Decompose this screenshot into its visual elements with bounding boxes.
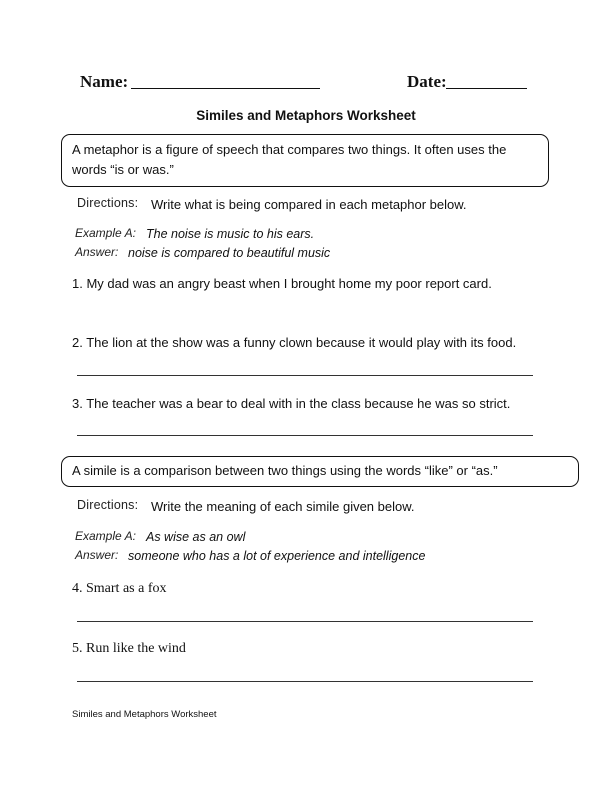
date-label: Date: [407, 72, 447, 91]
question-4: 4. Smart as a fox [72, 581, 167, 596]
simile-definition-text: A simile is a comparison between two things using the words “like” or “as.” [72, 463, 498, 478]
metaphor-definition-text: A metaphor is a figure of speech that compares two things. It often uses the words “is or was.” [72, 142, 507, 177]
simile-directions-text: Write the meaning of each simile given below. [151, 499, 415, 514]
metaphor-definition-box [61, 134, 549, 187]
date-field[interactable] [446, 88, 527, 89]
page-title: Similes and Metaphors Worksheet [196, 108, 416, 123]
metaphor-answer-text: noise is compared to beautiful music [128, 246, 331, 260]
name-label: Name: [80, 72, 129, 91]
name-field[interactable] [131, 88, 320, 89]
question-1: 1. My dad was an angry beast when I brought home my poor report card. [72, 276, 492, 291]
question-2: 2. The lion at the show was a funny clown because it would play with its food. [72, 335, 517, 350]
metaphor-example-label: Example A: [75, 226, 136, 240]
question-5: 5. Run like the wind [72, 641, 186, 656]
simile-answer-label: Answer: [75, 548, 119, 562]
answer-line-3[interactable] [77, 435, 533, 436]
simile-example-text: As wise as an owl [146, 530, 246, 544]
metaphor-directions-text: Write what is being compared in each metaphor below. [151, 197, 467, 212]
answer-line-4[interactable] [77, 621, 533, 622]
metaphor-directions-label: Directions: [77, 196, 139, 210]
simile-directions-label: Directions: [77, 498, 139, 512]
footer-text: Similes and Metaphors Worksheet [72, 709, 217, 720]
simile-definition-box [61, 456, 579, 487]
metaphor-answer-label: Answer: [75, 245, 119, 259]
answer-line-2[interactable] [77, 375, 533, 376]
metaphor-example-text: The noise is music to his ears. [146, 227, 315, 241]
answer-line-5[interactable] [77, 681, 533, 682]
simile-answer-text: someone who has a lot of experience and intelligence [128, 549, 426, 563]
question-3: 3. The teacher was a bear to deal with in the class because he was so strict. [72, 396, 511, 411]
simile-example-label: Example A: [75, 529, 136, 543]
